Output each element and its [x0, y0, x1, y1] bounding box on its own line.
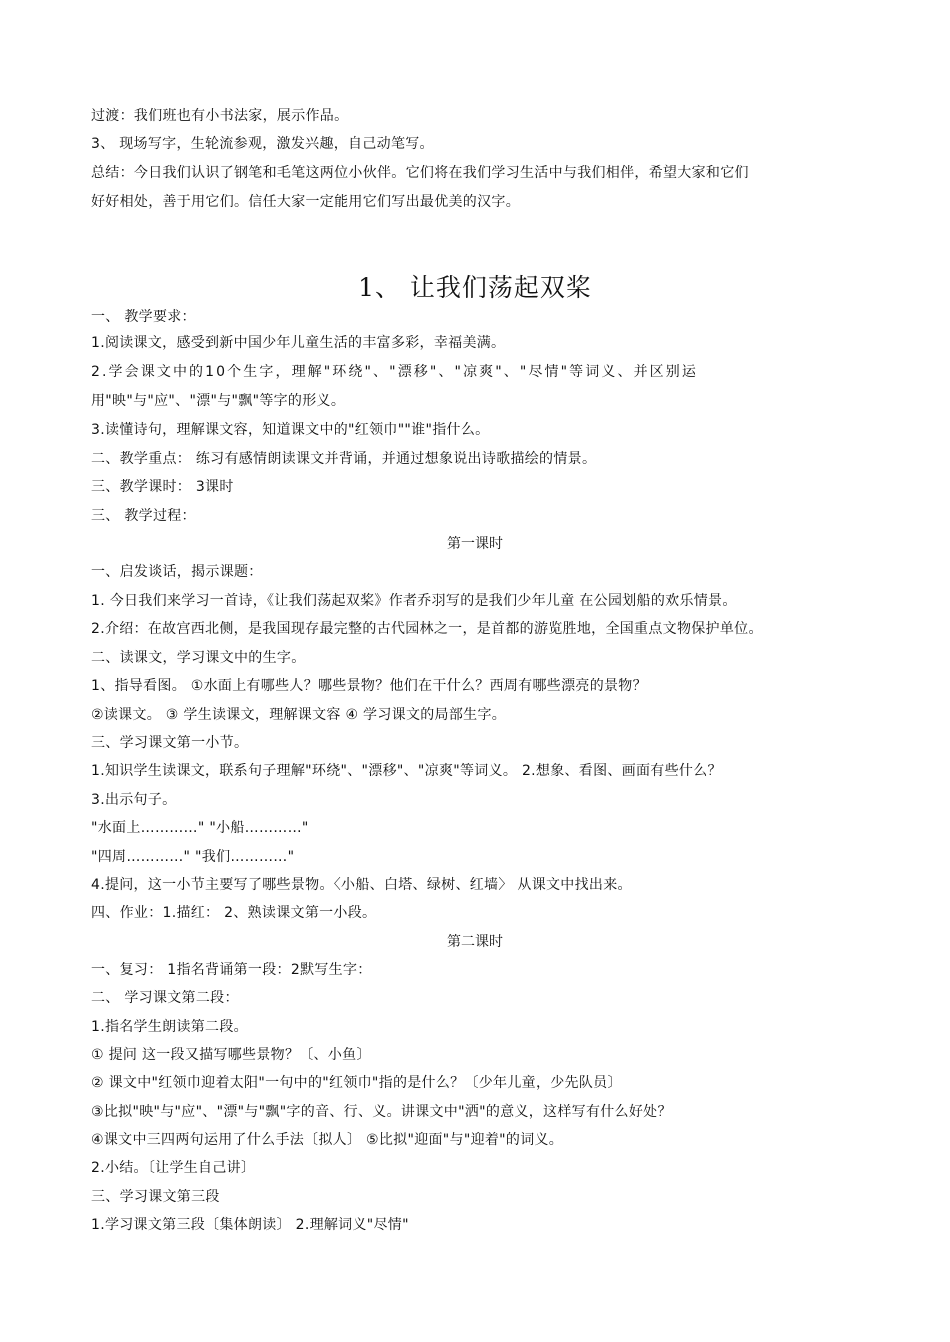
text-line: 二、读课文，学习课文中的生字。 — [91, 650, 306, 666]
text-line: 2.介绍：在故宫西北侧，是我国现存最完整的古代园林之一，是首都的游览胜地，全国重点文物保护单位。 — [91, 621, 763, 637]
text-line: 1. 今日我们来学习一首诗，《让我们荡起双桨》作者乔羽写的是我们少年儿童 在公园划船的欢乐情景。 — [91, 593, 737, 609]
text-line: 过渡：我们班也有小书法家，展示作品。 — [91, 108, 349, 124]
text-line: ③比拟"映"与"应"、"漂"与"飘"字的音、行、义。讲课文中"洒"的意义，这样写有什么好处？ — [91, 1104, 672, 1120]
text-line: 1.指名学生朗读第二段。 — [91, 1019, 248, 1035]
text-line: 三、学习课文第一小节。 — [91, 735, 249, 751]
text-line: "四周…………" "我们…………" — [91, 849, 295, 865]
text-line: 1、指导看图。 ①水面上有哪些人？哪些景物？他们在干什么？西周有哪些漂亮的景物？ — [91, 678, 647, 694]
text-line: 2.小结。〔让学生自己讲〕 — [91, 1160, 256, 1176]
text-line: 用"映"与"应"、"漂"与"飘"等字的形义。 — [91, 393, 346, 409]
text-line: 好好相处，善于用它们。信任大家一定能用它们写出最优美的汉字。 — [91, 194, 520, 210]
text-line: ① 提问 这一段又描写哪些景物？〔、小鱼〕 — [91, 1047, 371, 1063]
text-line: 1.知识学生读课文，联系句子理解"环绕"、"漂移"、"凉爽"等词义。 2.想象、看图、画面有些什么？ — [91, 763, 722, 779]
text-line: 一、启发谈话，揭示课题： — [91, 564, 263, 580]
text-line: 二、 学习课文第二段： — [91, 990, 239, 1006]
section-heading: 第一课时 — [447, 536, 503, 552]
text-line: 一、复习： 1指名背诵第一段：2默写生字： — [91, 962, 372, 978]
section-heading: 第二课时 — [447, 934, 503, 950]
text-line: ② 课文中"红领巾迎着太阳"一句中的"红领巾"指的是什么？〔少年儿童，少先队员〕 — [91, 1075, 622, 1091]
text-line: 三、 教学过程： — [91, 508, 196, 524]
text-line: 3、 现场写字，生轮流参观，激发兴趣，自己动笔写。 — [91, 136, 434, 152]
text-line: 一、 教学要求： — [91, 309, 196, 325]
text-line: ②读课文。 ③ 学生读课文，理解课文容 ④ 学习课文的局部生字。 — [91, 707, 507, 723]
text-line: 二、教学重点： 练习有感情朗读课文并背诵，并通过想象说出诗歌描绘的情景。 — [91, 451, 597, 467]
text-line: 3.读懂诗句，理解课文容，知道课文中的"红领巾""谁"指什么。 — [91, 422, 490, 438]
text-line: 1.阅读课文，感受到新中国少年儿童生活的丰富多彩，幸福美满。 — [91, 335, 506, 351]
text-line: 4.提问，这一小节主要写了哪些景物。〈小船、白塔、绿树、红墙〉 从课文中找出来。 — [91, 877, 632, 893]
text-line: 2.学会课文中的10个生字，理解"环绕"、"漂移"、"凉爽"、"尽情"等词义、并区别运 — [91, 364, 698, 380]
text-line: 三、教学课时： 3课时 — [91, 479, 234, 495]
text-line: 总结：今日我们认识了钢笔和毛笔这两位小伙伴。它们将在我们学习生活中与我们相伴，希望大家和它们 — [91, 165, 749, 181]
text-line: 三、学习课文第三段 — [91, 1189, 220, 1205]
text-line: ④课文中三四两句运用了什么手法〔拟人〕 ⑤比拟"迎面"与"迎着"的词义。 — [91, 1132, 564, 1148]
text-line: "水面上…………" "小船…………" — [91, 820, 309, 836]
text-line: 四、作业：1.描红： 2、熟读课文第一小段。 — [91, 905, 377, 921]
lesson-title: 1、 让我们荡起双桨 — [358, 273, 592, 302]
text-line: 3.出示句子。 — [91, 792, 177, 808]
text-line: 1.学习课文第三段〔集体朗读〕 2.理解词义"尽情" — [91, 1217, 409, 1233]
